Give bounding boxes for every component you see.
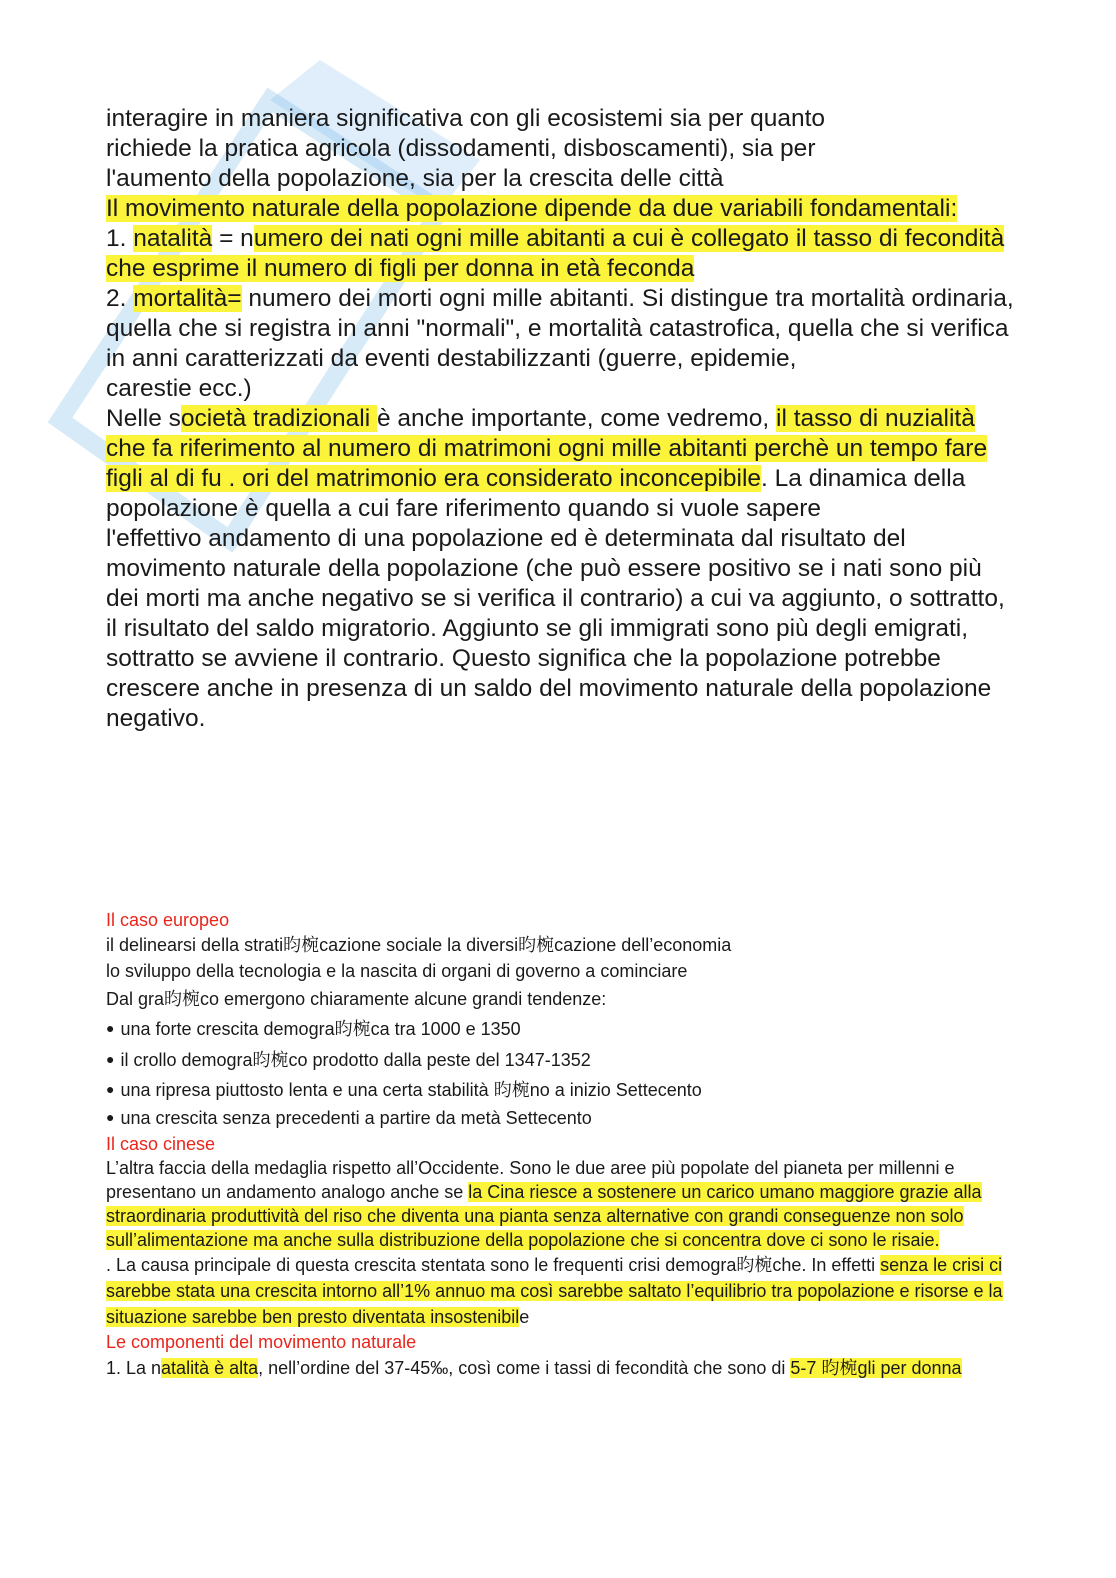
mortalita-paragraph: 2. mortalità= numero dei morti ogni mille abitanti. Si distingue tra mortalità ordinaria, quella che si registra in anni "normali", e mortalità catastrofica, quella che si verifica in anni caratterizzati da eventi destabilizzanti (guerre, epidemie, [106,285,1014,372]
mortalita-end: carestie ecc.) [106,375,252,402]
cinese-highlight-2: senza le crisi ci sarebbe stata una crescita intorno all’1% annuo ma così sarebbe saltato l’equilibrio tra popolazione e risorse e la situazione sarebbe ben presto diventata insostenibil [106,1255,1003,1327]
natalita-term: natalità [133,225,213,252]
heading-caso-europeo: Il caso europeo [106,910,230,930]
natalita-definition: umero dei nati ogni mille abitanti a cui è collegato il tasso di fecondità che esprime il numero di figli per donna in età feconda [106,225,1005,282]
movimento-paragraph [106,194,1016,224]
cinese-paragraph-2: . La causa principale di questa crescita stentata sono le frequenti crisi demogra昀椀che. In effetti senza le crisi ci sarebbe stata una crescita intorno all’1% annuo ma così sarebbe saltato l’equilibrio tra popolazione e risorse e la situazione sarebbe ben presto diventata insostenibile [106,1255,1003,1327]
notes-section [106,908,1016,1382]
bullet-item: ● una forte crescita demogra昀椀ca tra 1000 e 1350 [106,1014,1016,1045]
nuzialita-highlight: il tasso di nuzialità che fa riferimento al numero di matrimoni ogni mille abitanti perchè un tempo fare figli al di fu . ori del matrimonio era considerato inconcepibile [106,405,988,492]
nuzialita-paragraph: Nelle società tradizionali è anche importante, come vedremo, il tasso di nuzialità che fa riferimento al numero di matrimoni ogni mille abitanti perchè un tempo fare figli al di fu . ori del matrimonio era considerato inconcepibile. La dinamica della popolazione è quella a cui fare riferimento quando si vuole sapere [106,405,988,522]
intro-line-2: richiede la pratica agricola (dissodamenti, disboscamenti), sia per [106,135,816,162]
bullet-item: ● una ripresa piuttosto lenta e una certa stabilità 昀椀no a inizio Settecento [106,1076,1016,1105]
cinese-highlight-1: la Cina riesce a sostenere un carico umano maggiore grazie alla straordinaria produttività del riso che diventa una pianta senza alternative con grandi conseguenze non solo sull’alimentazione ma anche sulla distribuzione della popolazione che si concentra dove ci sono le risaie. [106,1182,982,1250]
heading-caso-cinese: Il caso cinese [106,1134,216,1154]
europeo-line-2: lo sviluppo della tecnologia e la nascita di organi di governo a cominciare [106,961,688,981]
natalita-paragraph: 1. natalità = numero dei nati ogni mille abitanti a cui è collegato il tasso di fecondità che esprime il numero di figli per donna in età feconda [106,225,1005,282]
bullet-item: ● una crescita senza precedenti a partire da metà Settecento [106,1105,1016,1132]
mortalita-term: mortalità= [133,285,242,312]
bullet-item: ● il crollo demogra昀椀co prodotto dalla peste del 1347-1352 [106,1045,1016,1076]
dinamica-paragraph: l'effettivo andamento di una popolazione ed è determinata dal risultato del movimento naturale della popolazione (che può essere positivo se i nati sono più dei morti ma anche negativo se si verifica il contrario) a cui va aggiunto, o sottratto, il risultato del saldo migratorio. Aggiunto se gli immigrati sono più degli emigrati, sottratto se avviene il contrario. Questo significa che la popolazione potrebbe crescere anche in presenza di un saldo del movimento naturale della popolazione negativo. [106,525,1005,732]
intro-line-1: interagire in maniera significativa con gli ecosistemi sia per quanto [106,105,826,132]
main-text-block [106,104,1016,734]
europeo-line-3: Dal gra昀椀co emergono chiaramente alcune grandi tendenze: [106,989,607,1009]
cinese-paragraph-1: L’altra faccia della medaglia rispetto all’Occidente. Sono le due aree più popolate del pianeta per millenni e presentano un andamento analogo anche se la Cina riesce a sostenere un carico umano maggiore grazie alla straordinaria produttività del riso che diventa una pianta senza alternative con grandi conseguenze non solo sull’alimentazione ma anche sulla distribuzione della popolazione che si concentra dove ci sono le risaie. [106,1158,982,1250]
heading-componenti: Le componenti del movimento naturale [106,1332,417,1352]
componenti-line: 1. La natalità è alta, nell’ordine del 37-45‰, così come i tassi di fecondità che sono di 5-7 昀椀gli per donna [106,1358,962,1378]
intro-line-3: l'aumento della popolazione, sia per la crescita delle città [106,165,724,192]
highlight-movimento: Il movimento naturale della popolazione dipende da due variabili fondamentali: [106,195,958,222]
europeo-line-1: il delinearsi della strati昀椀cazione sociale la diversi昀椀cazione dell’economia [106,935,732,955]
